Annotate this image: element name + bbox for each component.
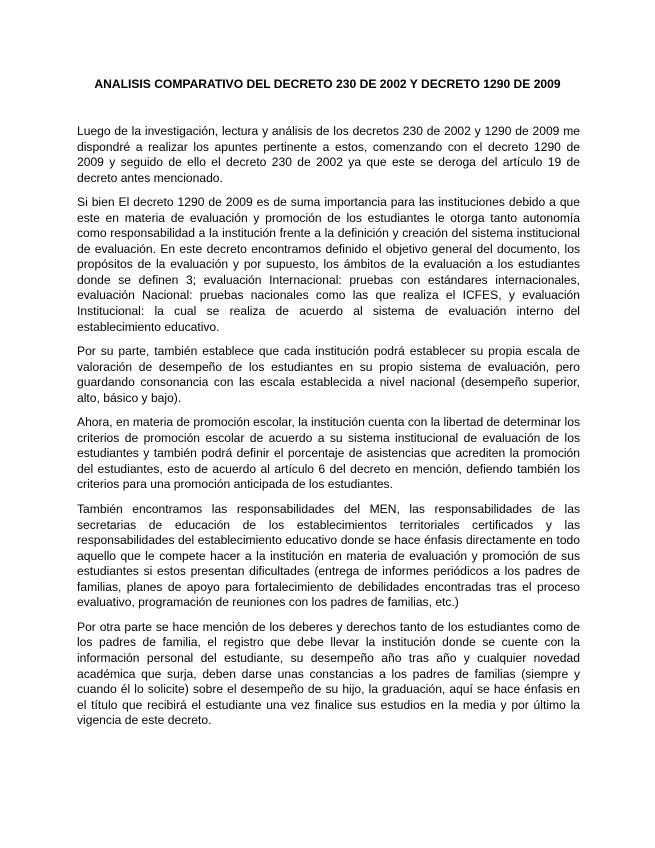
paragraph-5: También encontramos las responsabilidades del MEN, las responsabilidades de las secretarias de educación de los establecimientos territoriales certificados y las responsabilidades del establecimiento educativo donde se hace énfasis directamente en todo aquello que le compete hacer a la institución en materia de evaluación y promoción de sus estudiantes si estos presentan dificultades (entrega de informes periódicos a los padres de familias, planes de apoyo para fortalecimiento de debilidades encontradas tras el proceso evaluativo, programación de reuniones con los padres de familias, etc.) (77, 502, 580, 610)
paragraph-1: Luego de la investigación, lectura y análisis de los decretos 230 de 2002 y 1290 de 2009 me dispondré a realizar los apuntes pertinente a estos, comenzando con el decreto 1290 de 2009 y seguido de ello el decreto 230 de 2002 ya que este se deroga del artículo 19 de decreto antes mencionado. (77, 124, 580, 185)
paragraph-6: Por otra parte se hace mención de los deberes y derechos tanto de los estudiantes como de los padres de familia, el registro que debe llevar la institución donde se cuente con la información personal del estudiante, su desempeño año tras año y cualquier novedad académica que surja, deben darse unas constancias a los padres de familias (siempre y cuando él lo solicite) sobre el desempeño de su hijo, la graduación, aquí se hace énfasis en el título que recibirá el estudiante una vez finalice sus estudios en la media y por último la vigencia de este decreto. (77, 619, 580, 728)
document-title: ANALISIS COMPARATIVO DEL DECRETO 230 DE 2002 Y DECRETO 1290 DE 2009 (94, 77, 561, 91)
paragraph-3: Por su parte, también establece que cada institución podrá establecer su propia escala de valoración de desempeño de los estudiantes en su propio sistema de evaluación, pero guardando consonancia con las escala establecida a nivel nacional (desempeño superior, alto, básico y bajo). (77, 344, 580, 405)
paragraph-4: Ahora, en materia de promoción escolar, la institución cuenta con la libertad de determinar los criterios de promoción escolar de acuerdo a su sistema institucional de evaluación de los estudiantes y también podrá definir el porcentaje de asistencias que acrediten la promoción del estudiantes, esto de acuerdo al artículo 6 del decreto en mención, defiendo también los criterios para una promoción anticipada de los estudiantes. (77, 415, 580, 492)
paragraph-2: Si bien El decreto 1290 de 2009 es de suma importancia para las instituciones debido a que este en materia de evaluación y promoción de los estudiantes le otorga tanto autonomía como responsabilidad a la institución frente a la definición y creación del sistema institucional de evaluación. En este decreto encontramos definido el objetivo general del documento, los propósitos de la evaluación y por supuesto, los ámbitos de la evaluación a los estudiantes donde se definen 3; evaluación Internacional: pruebas con estándares internacionales, evaluación Nacional: pruebas nacionales como las que realiza el ICFES, y evaluación Institucional: la cual se realiza de acuerdo al sistema de evaluación interno del establecimiento educativo. (77, 195, 580, 334)
document-body (77, 124, 580, 738)
